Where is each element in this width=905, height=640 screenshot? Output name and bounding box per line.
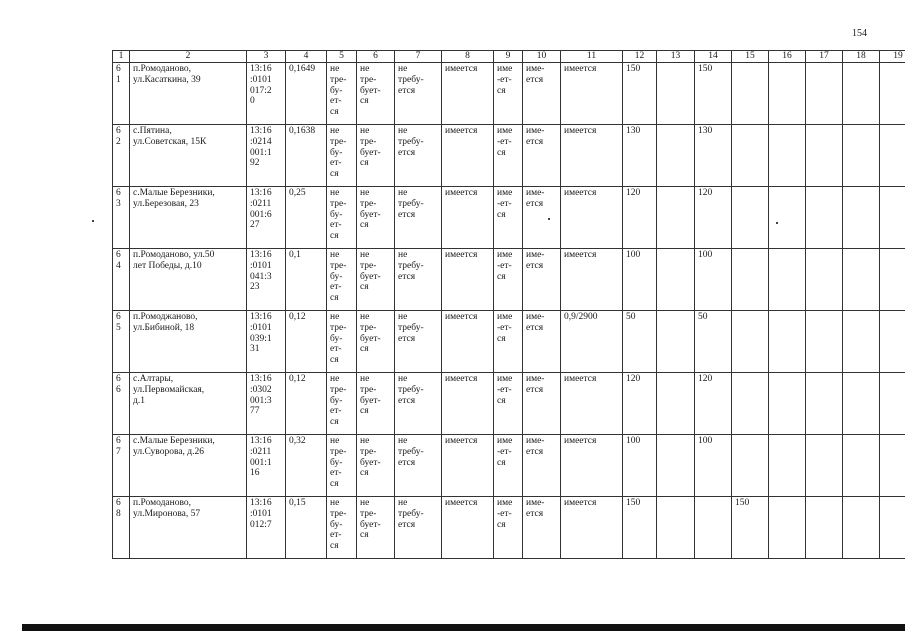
table-cell: име -ет- ся: [494, 187, 523, 249]
table-cell: не требу- ется: [395, 497, 442, 559]
scan-speck: [92, 220, 94, 222]
table-cell: 0,32: [286, 435, 327, 497]
table-cell: не тре- бует- ся: [357, 373, 395, 435]
table-cell: не тре- бует- ся: [357, 187, 395, 249]
table-cell: [806, 249, 843, 311]
table-row: [113, 125, 905, 187]
table-cell: [657, 435, 695, 497]
table-cell: [843, 435, 880, 497]
table-cell: не тре- бует- ся: [357, 125, 395, 187]
table-cell: 50: [623, 311, 657, 373]
table-cell: 13:16 :0101 012:7: [247, 497, 286, 559]
table-cell: 13:16 :0101 017:2 0: [247, 63, 286, 125]
table-cell: 100: [695, 249, 732, 311]
table-cell: 120: [623, 373, 657, 435]
table-cell: име -ет- ся: [494, 125, 523, 187]
table-cell: [769, 435, 806, 497]
table-cell: [695, 497, 732, 559]
column-header: 16: [769, 51, 806, 63]
column-header: 19: [880, 51, 905, 63]
table-cell: [806, 435, 843, 497]
table-cell: [657, 125, 695, 187]
table-cell: [657, 249, 695, 311]
table-cell: п.Ромоджаново, ул.Бибиной, 18: [130, 311, 247, 373]
table-cell: имеется: [561, 249, 623, 311]
table-cell: 0,12: [286, 373, 327, 435]
table-cell: не тре- бу- ет- ся: [327, 311, 357, 373]
table-cell: име- ется: [523, 187, 561, 249]
table-cell: не требу- ется: [395, 125, 442, 187]
table-cell: не требу- ется: [395, 63, 442, 125]
column-header: 5: [327, 51, 357, 63]
table-cell: имеется: [561, 63, 623, 125]
table-cell: 0,1649: [286, 63, 327, 125]
table-cell: [769, 249, 806, 311]
table-cell: име- ется: [523, 311, 561, 373]
table-cell: 150: [623, 497, 657, 559]
table-cell: [843, 249, 880, 311]
column-header: 1: [113, 51, 130, 63]
table-cell: име -ет- ся: [494, 435, 523, 497]
table-cell: не требу- ется: [395, 187, 442, 249]
column-header: 14: [695, 51, 732, 63]
table-cell: 13:16 :0211 001:1 16: [247, 435, 286, 497]
table-cell: не тре- бует- ся: [357, 497, 395, 559]
table-cell: 0,25: [286, 187, 327, 249]
table-cell: имеется: [561, 435, 623, 497]
table-cell: [769, 187, 806, 249]
table-cell: [880, 373, 905, 435]
table-cell: 150: [732, 497, 769, 559]
table-cell: 0,1: [286, 249, 327, 311]
land-plot-table: [112, 50, 905, 559]
table-cell: [880, 125, 905, 187]
table-cell: име- ется: [523, 497, 561, 559]
table-cell: [769, 63, 806, 125]
table-cell: не тре- бу- ет- ся: [327, 125, 357, 187]
table-cell: 0,15: [286, 497, 327, 559]
table-cell: с.Алтары, ул.Первомайская, д.1: [130, 373, 247, 435]
table-cell: 13:16 :0211 001:6 27: [247, 187, 286, 249]
table-cell: не тре- бу- ет- ся: [327, 497, 357, 559]
column-header: 7: [395, 51, 442, 63]
table-cell: не тре- бует- ся: [357, 63, 395, 125]
table-cell: не тре- бует- ся: [357, 249, 395, 311]
table-cell: не тре- бу- ет- ся: [327, 373, 357, 435]
table-cell: [732, 187, 769, 249]
table-cell: име -ет- ся: [494, 373, 523, 435]
column-header: 8: [442, 51, 494, 63]
table-cell: имеется: [442, 373, 494, 435]
table-cell: с.Малые Березники, ул.Березовая, 23: [130, 187, 247, 249]
table-cell: [657, 187, 695, 249]
page-edge-shadow: [22, 624, 905, 631]
table-cell: [880, 187, 905, 249]
table-cell: не требу- ется: [395, 373, 442, 435]
table-cell: [657, 497, 695, 559]
table-cell: 130: [695, 125, 732, 187]
table-cell: [843, 497, 880, 559]
column-header: 13: [657, 51, 695, 63]
table-cell: 120: [695, 373, 732, 435]
table-cell: 100: [695, 435, 732, 497]
table-cell: имеется: [442, 125, 494, 187]
table-cell: [880, 249, 905, 311]
table-cell: [769, 497, 806, 559]
column-header: 2: [130, 51, 247, 63]
table-cell: 120: [695, 187, 732, 249]
table-cell: [843, 125, 880, 187]
table-cell: не тре- бу- ет- ся: [327, 63, 357, 125]
table-cell: не тре- бует- ся: [357, 311, 395, 373]
table-cell: 150: [695, 63, 732, 125]
table-cell: име- ется: [523, 63, 561, 125]
table-cell: 150: [623, 63, 657, 125]
table-row: [113, 373, 905, 435]
table-cell: не требу- ется: [395, 311, 442, 373]
table-cell: 130: [623, 125, 657, 187]
column-header: 15: [732, 51, 769, 63]
table-cell: п.Ромоданово, ул.Миронова, 57: [130, 497, 247, 559]
table-cell: име- ется: [523, 435, 561, 497]
table-cell: [880, 311, 905, 373]
table-body: [113, 63, 905, 559]
table-cell: не тре- бу- ет- ся: [327, 187, 357, 249]
table-cell: [657, 311, 695, 373]
table-cell: имеется: [442, 435, 494, 497]
column-header: 11: [561, 51, 623, 63]
table-cell: 13:16 :0101 041:3 23: [247, 249, 286, 311]
table-cell: [806, 373, 843, 435]
column-header: 17: [806, 51, 843, 63]
table-cell: 120: [623, 187, 657, 249]
page-number: 154: [852, 28, 867, 39]
table-cell: [843, 311, 880, 373]
table-cell: 13:16 :0101 039:1 31: [247, 311, 286, 373]
table-cell: име -ет- ся: [494, 497, 523, 559]
table-cell: [806, 187, 843, 249]
table-cell: [732, 63, 769, 125]
table-cell: имеется: [561, 497, 623, 559]
table-cell: имеется: [561, 187, 623, 249]
table-cell: [657, 63, 695, 125]
table-cell: 0,12: [286, 311, 327, 373]
table-cell: [880, 63, 905, 125]
table-cell: п.Ромоданово, ул.Касаткина, 39: [130, 63, 247, 125]
table-cell: 6 5: [113, 311, 130, 373]
table-cell: п.Ромоданово, ул.50 лет Победы, д.10: [130, 249, 247, 311]
table-cell: с.Малые Березники, ул.Суворова, д.26: [130, 435, 247, 497]
table-cell: [843, 373, 880, 435]
table-cell: 6 6: [113, 373, 130, 435]
table-cell: имеется: [561, 125, 623, 187]
table-cell: [843, 187, 880, 249]
table-cell: 0,9/2900: [561, 311, 623, 373]
table-cell: 6 4: [113, 249, 130, 311]
table-cell: не тре- бу- ет- ся: [327, 435, 357, 497]
table-cell: [806, 63, 843, 125]
column-header: 3: [247, 51, 286, 63]
table-cell: [806, 125, 843, 187]
table-cell: [806, 497, 843, 559]
table-cell: име- ется: [523, 125, 561, 187]
table-cell: с.Пятина, ул.Советская, 15К: [130, 125, 247, 187]
column-header: 10: [523, 51, 561, 63]
table-cell: [769, 125, 806, 187]
table-row: [113, 187, 905, 249]
table-cell: име -ет- ся: [494, 311, 523, 373]
column-number-header: [113, 51, 905, 63]
table-cell: име -ет- ся: [494, 249, 523, 311]
table-cell: [732, 125, 769, 187]
table-cell: 6 2: [113, 125, 130, 187]
table-cell: не тре- бует- ся: [357, 435, 395, 497]
table-cell: [657, 373, 695, 435]
table-cell: [769, 311, 806, 373]
table-cell: [732, 249, 769, 311]
table-cell: имеется: [442, 497, 494, 559]
table-cell: [732, 435, 769, 497]
table-cell: име- ется: [523, 373, 561, 435]
table-cell: [769, 373, 806, 435]
table-cell: [843, 63, 880, 125]
table-cell: [880, 497, 905, 559]
table-cell: 100: [623, 249, 657, 311]
table-cell: имеется: [442, 187, 494, 249]
table-row: [113, 497, 905, 559]
table-row: [113, 249, 905, 311]
table-cell: имеется: [561, 373, 623, 435]
column-header: 6: [357, 51, 395, 63]
table-cell: 6 3: [113, 187, 130, 249]
column-header: 12: [623, 51, 657, 63]
table-cell: име- ется: [523, 249, 561, 311]
column-header: 18: [843, 51, 880, 63]
column-header: 4: [286, 51, 327, 63]
table-cell: 6 1: [113, 63, 130, 125]
table-cell: 50: [695, 311, 732, 373]
table-cell: не требу- ется: [395, 435, 442, 497]
table-cell: [806, 311, 843, 373]
table-cell: имеется: [442, 249, 494, 311]
table-cell: 13:16 :0214 001:1 92: [247, 125, 286, 187]
table-cell: 6 8: [113, 497, 130, 559]
table-cell: [732, 373, 769, 435]
table-cell: 0,1638: [286, 125, 327, 187]
table-cell: име -ет- ся: [494, 63, 523, 125]
table-cell: не тре- бу- ет- ся: [327, 249, 357, 311]
table-cell: не требу- ется: [395, 249, 442, 311]
table-row: [113, 63, 905, 125]
table-row: [113, 311, 905, 373]
table-cell: имеется: [442, 311, 494, 373]
table-cell: [732, 311, 769, 373]
table-row: [113, 435, 905, 497]
table-cell: имеется: [442, 63, 494, 125]
column-header: 9: [494, 51, 523, 63]
table-cell: 13:16 :0302 001:3 77: [247, 373, 286, 435]
table-cell: [880, 435, 905, 497]
table-cell: 6 7: [113, 435, 130, 497]
table-cell: 100: [623, 435, 657, 497]
